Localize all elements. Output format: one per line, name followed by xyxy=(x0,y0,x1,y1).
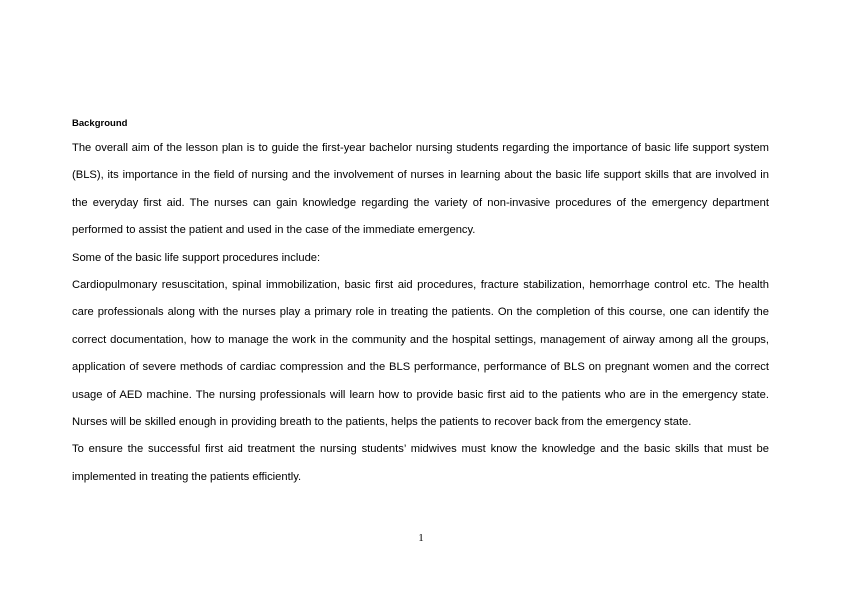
document-body xyxy=(72,117,769,491)
paragraph-procedures: Cardiopulmonary resuscitation, spinal immobilization, basic first aid procedures, fracture stabilization, hemorrhage control etc. The health care professionals along with the nurses play a primary role in treating the patients. On the completion of this course, one can identify the correct documentation, how to manage the work in the community and the hospital settings, management of airway among all the groups, application of severe methods of cardiac compression and the BLS performance, performance of BLS on pregnant women and the correct usage of AED machine. The nursing professionals will learn how to provide basic first aid to the patients who are in the emergency state. Nurses will be skilled enough in providing breath to the patients, helps the patients to recover back from the emergency state. xyxy=(72,279,769,429)
page-number: 1 xyxy=(418,532,424,544)
paragraph-intro: The overall aim of the lesson plan is to guide the first-year bachelor nursing students regarding the importance of basic life support system (BLS), its importance in the field of nursing and the involvement of nurses in learning about the basic life support skills that are involved in the everyday first aid. The nurses can gain knowledge regarding the variety of non-invasive procedures of the emergency department performed to assist the patient and used in the case of the immediate emergency. xyxy=(72,142,769,237)
paragraph-procedures-lead: Some of the basic life support procedures include: xyxy=(72,251,321,264)
section-heading: Background xyxy=(72,118,128,129)
paragraph-conclusion: To ensure the successful first aid treatment the nursing students’ midwives must know the knowledge and the basic skills that must be implemented in treating the patients efficiently. xyxy=(72,443,769,483)
